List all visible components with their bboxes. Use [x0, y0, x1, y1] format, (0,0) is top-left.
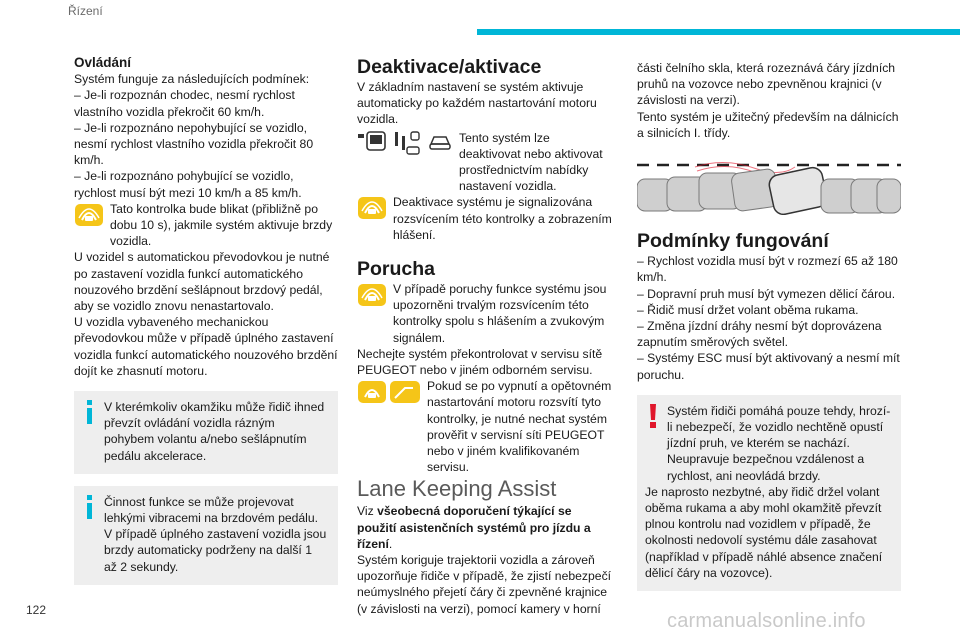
car-driving-aids-icon — [427, 130, 453, 152]
info-icon — [82, 399, 98, 425]
lka-reference-suffix: . — [388, 536, 393, 551]
blink-lamp-text: Tato kontrolka bude blikat (přibližně po dobu 10 s), jakmile systém aktivuje brzdy vozidla. — [110, 201, 333, 249]
header-accent-bar — [477, 29, 960, 35]
heading-ovladani: Ovládání — [74, 55, 132, 70]
info-box-2-text: Činnost funkce se může projevovat lehkými vibracemi na brzdovém pedálu. V případě úplného zastavení vozidla jsou brzdy automaticky podrženy na další 1 až 2 sekundy. — [104, 494, 327, 574]
caution-text-1: Systém řidiči pomáhá pouze tehdy, hrozí-li nebezpečí, že vozidlo nechtěně opustí jízdní pruh, ve kterém se nachází. Neupravuje bezpečnou vzdálenost a rychlost, ani neovládá brzdy. — [667, 403, 891, 483]
default-activation-text: V základním nastavení se systém aktivuje automaticky po každém nastartování motoru vozidla. — [357, 80, 597, 127]
heading-podminky: Podmínky fungování — [637, 230, 829, 253]
info-icon — [82, 494, 98, 520]
warning-lamps-pair — [357, 380, 421, 404]
condition-item: – Je-li rozpoznán chodec, nesmí rychlost vlastního vozidla překročit 60 km/h. — [74, 88, 295, 119]
column-1 — [74, 55, 338, 585]
lka-reference-link: všeobecná doporučení týkající se použití asistenčních systémů pro jízdu a řízení — [357, 504, 591, 551]
fault-lamp-text: V případě poruchy funkce systému jsou upozorněni trvalým rozsvícením této kontrolky spolu s hlášením a zvukovým signálem. — [393, 282, 607, 345]
info-box-1 — [74, 391, 338, 474]
emergency-braking-lamp-icon — [74, 203, 104, 227]
heading-deaktivace: Deaktivace/aktivace — [357, 56, 542, 78]
caution-exclamation-icon — [645, 403, 661, 429]
condition-item: – Řidič musí držet volant oběma rukama. — [637, 302, 859, 317]
touchscreen-menu-icon — [357, 130, 387, 154]
condition-item: – Změna jízdní dráhy nesmí být doprovázena zapnutím směrových světel. — [637, 319, 882, 350]
condition-item: – Dopravní pruh musí být vymezen dělicí čárou. — [637, 286, 896, 301]
settings-icons-note — [357, 130, 613, 195]
blink-lamp-note — [74, 201, 338, 250]
emergency-braking-lamp-icon — [357, 196, 387, 220]
running-header: Řízení — [68, 4, 103, 18]
settings-icon-group — [357, 130, 453, 156]
lka-reference-prefix: Viz — [357, 504, 378, 519]
service-check-text: Nechejte systém překontrolovat v servisu sítě PEUGEOT nebo v jiném odborném servisu. — [357, 346, 603, 378]
info-box-2 — [74, 486, 338, 585]
emergency-braking-lamp-icon — [357, 283, 387, 307]
deactivation-lamp-text: Deaktivace systému je signalizována rozsvícením této kontrolky a zobrazením hlášení. — [393, 195, 612, 242]
info-box-1-text: V kterémkoliv okamžiku může řidič ihned převzít ovládání vozidla rázným pohybem volantu a/nebo sešlápnutím pedálu akcelerace. — [104, 400, 325, 463]
restart-lamps-note — [357, 378, 613, 475]
heading-porucha: Porucha — [357, 258, 436, 281]
column-3 — [637, 60, 901, 591]
lka-reference — [357, 503, 613, 552]
condition-item: – Je-li rozpoznáno nepohybující se vozidlo, nesmí rychlost vlastního vozidla překročit 80 km/h. — [74, 120, 314, 168]
caution-box — [637, 395, 901, 591]
settings-icons-text: Tento systém lze deaktivovat nebo aktivovat prostřednictvím nabídky nastavení vozidla. — [459, 130, 603, 194]
watermark: carmanualsonline.info — [667, 610, 866, 632]
lka-usefulness: Tento systém je užitečný především na dálnicích a silnicích I. třídy. — [637, 109, 899, 140]
deactivation-lamp-note — [357, 194, 613, 243]
lka-description-cont: části čelního skla, která rozeznává čáry jízdních pruhů na vozovce nebo zpevněnou krajnici (v závislosti na verzi). — [637, 61, 896, 108]
conditions-intro: Systém funguje za následujících podmínek: — [74, 72, 310, 87]
restart-lamps-text: Pokud se po vypnutí a opětovném nastartování motoru rozsvítí tyto kontrolky, je nutné nechat systém prověřit v servisní síti PEUGEOT nebo v jiném kvalifikovaném servisu. — [427, 379, 612, 475]
caution-text-2: Je naprosto nezbytné, aby řidič držel volant oběma rukama a aby mohl okamžitě převzít plnou kontrolu nad vozidlem v případě, že okolnosti nedovolí systému dále zasahovat (například v případě náhlé absence značení dělicí čáry na vozovce). — [645, 484, 883, 580]
automatic-gearbox-text: U vozidel s automatickou převodovkou je nutné po zastavení vozidla funkcí automatického nouzového brzdění sešlápnout brzdový pedál, aby se vozidlo znovu nenastartovalo. — [74, 250, 330, 314]
lka-description: Systém koriguje trajektorii vozidla a zároveň upozorňuje řidiče v případě, že zjistí nebezpečí neúmyslného přejetí čáry či zpevněné krajnice (v závislosti na verzi), pomocí kamery v horní — [357, 553, 612, 616]
page-number: 122 — [26, 603, 47, 617]
fault-lamp-note — [357, 281, 613, 346]
condition-item: – Je-li rozpoznáno pohybující se vozidlo, rychlost musí být mezi 10 km/h a 85 km/h. — [74, 169, 302, 200]
vehicle-settings-icon — [393, 130, 421, 156]
condition-item: – Rychlost vozidla musí být v rozmezí 65 až 180 km/h. — [637, 254, 898, 285]
lane-keeping-illustration — [637, 159, 901, 219]
condition-item: – Systémy ESC musí být aktivovaný a nesmí mít poruchu. — [637, 351, 900, 382]
manual-gearbox-text: U vozidla vybaveného mechanickou převodovkou může v případě úplného zastavení vozidla funkcí automatického nouzového brzdění dojít ke zhasnutí motoru. — [74, 315, 338, 378]
column-2 — [357, 55, 613, 617]
heading-lane-keeping-assist: Lane Keeping Assist — [357, 476, 557, 502]
